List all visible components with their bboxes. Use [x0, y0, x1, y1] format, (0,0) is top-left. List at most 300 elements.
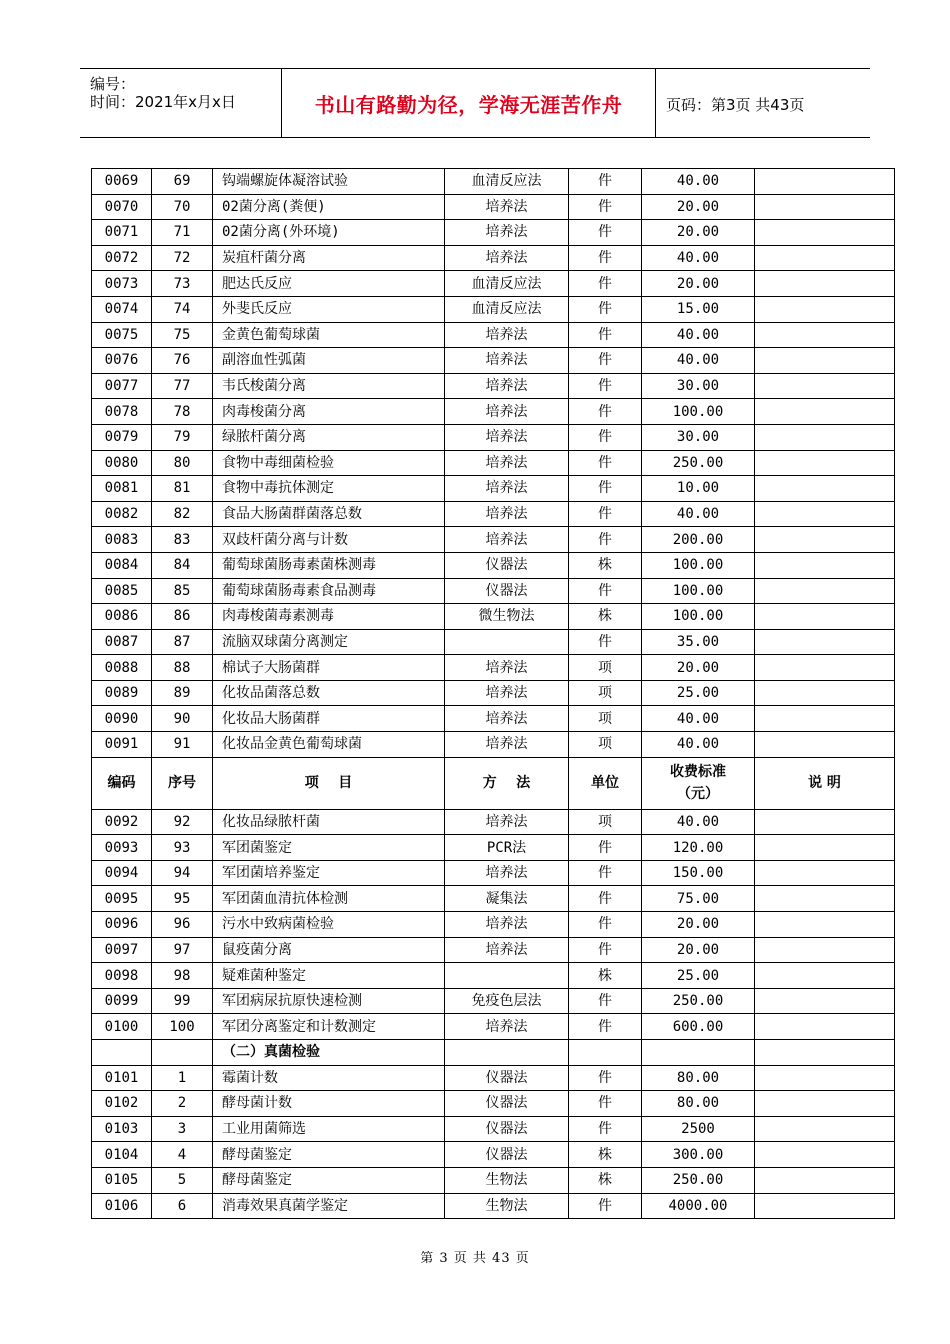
- cell-note: [755, 552, 895, 578]
- col-header-item: 项 目: [213, 757, 445, 809]
- cell-method: 培养法: [445, 245, 569, 271]
- table-row: [92, 501, 895, 527]
- cell-item: 金黄色葡萄球菌: [213, 322, 445, 348]
- cell-method: 仪器法: [445, 578, 569, 604]
- table-row: [92, 988, 895, 1014]
- table-row: [92, 937, 895, 963]
- cell-fee: 40.00: [642, 322, 755, 348]
- cell-note: [755, 450, 895, 476]
- cell-unit: 件: [569, 629, 642, 655]
- cell-method: 培养法: [445, 1014, 569, 1040]
- cell-code: 0102: [92, 1091, 152, 1117]
- cell-code: 0099: [92, 988, 152, 1014]
- table-body-top: [92, 169, 895, 758]
- table-row: [92, 1091, 895, 1117]
- col-header-note: 说 明: [755, 757, 895, 809]
- cell-item: 酵母菌计数: [213, 1091, 445, 1117]
- cell-method: 培养法: [445, 937, 569, 963]
- cell-item: 棉试子大肠菌群: [213, 655, 445, 681]
- table-row: [92, 809, 895, 835]
- table-row: [92, 450, 895, 476]
- cell-unit: 株: [569, 604, 642, 630]
- cell-item: 食品大肠菌群菌落总数: [213, 501, 445, 527]
- cell-unit: 件: [569, 373, 642, 399]
- cell-item: 食物中毒抗体测定: [213, 476, 445, 502]
- cell-note: [755, 578, 895, 604]
- cell-item: 酵母菌鉴定: [213, 1167, 445, 1193]
- cell-note: [755, 501, 895, 527]
- table-row: [92, 322, 895, 348]
- cell-unit: 项: [569, 706, 642, 732]
- cell-code: 0078: [92, 399, 152, 425]
- cell-unit: 件: [569, 860, 642, 886]
- cell-seq: 83: [152, 527, 213, 553]
- cell-unit: 件: [569, 578, 642, 604]
- cell-fee: 300.00: [642, 1142, 755, 1168]
- cell-method: 培养法: [445, 680, 569, 706]
- cell-note: [755, 476, 895, 502]
- cell-fee: 75.00: [642, 886, 755, 912]
- cell-unit: 件: [569, 501, 642, 527]
- cell-seq: 79: [152, 424, 213, 450]
- cell-item: 葡萄球菌肠毒素食品测毒: [213, 578, 445, 604]
- cell-item: 02菌分离(外环境): [213, 220, 445, 246]
- table-row: [92, 220, 895, 246]
- table-row: [92, 271, 895, 297]
- table-row: [92, 1142, 895, 1168]
- page-footer: 第 3 页 共 43 页: [420, 1251, 530, 1266]
- cell-method: 培养法: [445, 220, 569, 246]
- cell-fee: 25.00: [642, 680, 755, 706]
- cell-note: [755, 1142, 895, 1168]
- cell-code: 0069: [92, 169, 152, 195]
- cell-code: 0075: [92, 322, 152, 348]
- cell-code: 0095: [92, 886, 152, 912]
- cell-method: [445, 963, 569, 989]
- cell-method: 凝集法: [445, 886, 569, 912]
- cell-code: 0092: [92, 809, 152, 835]
- cell-unit: 件: [569, 937, 642, 963]
- cell-note: [755, 937, 895, 963]
- cell-seq: 73: [152, 271, 213, 297]
- cell-fee: 600.00: [642, 1014, 755, 1040]
- table-row: [92, 680, 895, 706]
- code-label: 编号：: [90, 75, 136, 93]
- table-row: [92, 604, 895, 630]
- cell-note: [755, 604, 895, 630]
- cell-fee: 15.00: [642, 296, 755, 322]
- cell-unit: 项: [569, 680, 642, 706]
- cell-seq: 2: [152, 1091, 213, 1117]
- cell-code: 0100: [92, 1014, 152, 1040]
- cell-item: 化妆品金黄色葡萄球菌: [213, 732, 445, 758]
- cell-unit: 件: [569, 1065, 642, 1091]
- cell-fee: 80.00: [642, 1065, 755, 1091]
- cell-fee: 100.00: [642, 552, 755, 578]
- cell-note: [755, 1167, 895, 1193]
- cell-note: [755, 220, 895, 246]
- cell-fee: 80.00: [642, 1091, 755, 1117]
- cell-method: 培养法: [445, 655, 569, 681]
- cell-note: [755, 912, 895, 938]
- cell-note: [755, 194, 895, 220]
- table-row: [92, 527, 895, 553]
- cell-method: 培养法: [445, 424, 569, 450]
- cell-note: [755, 655, 895, 681]
- cell-fee: 40.00: [642, 809, 755, 835]
- cell-item: 化妆品菌落总数: [213, 680, 445, 706]
- cell-fee: 30.00: [642, 424, 755, 450]
- cell-note: [755, 1116, 895, 1142]
- cell-seq: 72: [152, 245, 213, 271]
- cell-seq: 82: [152, 501, 213, 527]
- cell-seq: 93: [152, 835, 213, 861]
- cell-note: [755, 169, 895, 195]
- cell-fee: 35.00: [642, 629, 755, 655]
- cell-fee: 250.00: [642, 1167, 755, 1193]
- cell-fee: 100.00: [642, 604, 755, 630]
- table-row: [92, 629, 895, 655]
- cell-method: 培养法: [445, 706, 569, 732]
- fee-table: [91, 168, 895, 1219]
- cell-method: 生物法: [445, 1167, 569, 1193]
- cell-note: [755, 348, 895, 374]
- table-row: [92, 424, 895, 450]
- cell-note: [755, 706, 895, 732]
- cell-unit: 件: [569, 476, 642, 502]
- cell-seq: 98: [152, 963, 213, 989]
- cell-code: 0103: [92, 1116, 152, 1142]
- cell-item: 肉毒梭菌分离: [213, 399, 445, 425]
- cell-method: 仪器法: [445, 1142, 569, 1168]
- cell-item: 双歧杆菌分离与计数: [213, 527, 445, 553]
- cell-unit: 件: [569, 988, 642, 1014]
- cell-unit: 件: [569, 271, 642, 297]
- cell-seq: 75: [152, 322, 213, 348]
- cell-note: [755, 988, 895, 1014]
- table-row: [92, 1167, 895, 1193]
- cell-code: 0091: [92, 732, 152, 758]
- cell-method: 生物法: [445, 1193, 569, 1219]
- table-row: [92, 912, 895, 938]
- cell-method: 培养法: [445, 860, 569, 886]
- cell-fee: 20.00: [642, 912, 755, 938]
- cell-method: 免疫色层法: [445, 988, 569, 1014]
- cell-seq: 77: [152, 373, 213, 399]
- col-header-code: 编码: [92, 757, 152, 809]
- cell-method: 培养法: [445, 348, 569, 374]
- cell-item: 化妆品绿脓杆菌: [213, 809, 445, 835]
- cell-seq: 6: [152, 1193, 213, 1219]
- cell-fee: 40.00: [642, 501, 755, 527]
- cell-fee: 150.00: [642, 860, 755, 886]
- table-row: [92, 1116, 895, 1142]
- table-row: [92, 732, 895, 758]
- cell-fee: 100.00: [642, 399, 755, 425]
- cell-fee: 40.00: [642, 706, 755, 732]
- table-row: [92, 399, 895, 425]
- cell-code: 0074: [92, 296, 152, 322]
- table-row: [92, 296, 895, 322]
- cell-seq: 94: [152, 860, 213, 886]
- cell-code: 0085: [92, 578, 152, 604]
- cell-note: [755, 629, 895, 655]
- cell-unit: 件: [569, 220, 642, 246]
- table-row: [92, 348, 895, 374]
- cell-note: [755, 835, 895, 861]
- cell-item: 军团菌血清抗体检测: [213, 886, 445, 912]
- cell-note: [755, 963, 895, 989]
- cell-note: [755, 245, 895, 271]
- cell-seq: 99: [152, 988, 213, 1014]
- cell-method: 培养法: [445, 322, 569, 348]
- cell-code: 0105: [92, 1167, 152, 1193]
- table-row: [92, 1014, 895, 1040]
- cell-unit: 件: [569, 912, 642, 938]
- cell-code: 0093: [92, 835, 152, 861]
- cell-note: [755, 886, 895, 912]
- cell-seq: 97: [152, 937, 213, 963]
- cell-fee: 2500: [642, 1116, 755, 1142]
- section-title: （二）真菌检验: [213, 1040, 445, 1066]
- cell-fee: 25.00: [642, 963, 755, 989]
- cell-code: 0079: [92, 424, 152, 450]
- cell-method: PCR法: [445, 835, 569, 861]
- cell-note: [755, 527, 895, 553]
- cell-item: 霉菌计数: [213, 1065, 445, 1091]
- cell-unit: 株: [569, 552, 642, 578]
- cell-unit: 件: [569, 348, 642, 374]
- cell-item: 军团病尿抗原快速检测: [213, 988, 445, 1014]
- cell-fee: 4000.00: [642, 1193, 755, 1219]
- cell-unit: 件: [569, 450, 642, 476]
- section-row: [92, 1040, 895, 1066]
- cell-code: 0087: [92, 629, 152, 655]
- cell-fee: 20.00: [642, 194, 755, 220]
- cell-fee: 250.00: [642, 450, 755, 476]
- cell-unit: 株: [569, 963, 642, 989]
- cell-code: 0080: [92, 450, 152, 476]
- col-header-unit: 单位: [569, 757, 642, 809]
- cell-seq: 88: [152, 655, 213, 681]
- cell-method: 培养法: [445, 527, 569, 553]
- cell-seq: 80: [152, 450, 213, 476]
- cell-note: [755, 809, 895, 835]
- table-row: [92, 476, 895, 502]
- cell-item: 绿脓杆菌分离: [213, 424, 445, 450]
- cell-item: 鼠疫菌分离: [213, 937, 445, 963]
- cell-note: [755, 424, 895, 450]
- cell-unit: 件: [569, 1014, 642, 1040]
- cell-method: 培养法: [445, 501, 569, 527]
- cell-fee: 100.00: [642, 578, 755, 604]
- cell-code: 0088: [92, 655, 152, 681]
- cell-seq: 100: [152, 1014, 213, 1040]
- cell-unit: 件: [569, 1091, 642, 1117]
- header-meta: [80, 69, 282, 137]
- cell-item: 化妆品大肠菌群: [213, 706, 445, 732]
- cell-seq: 89: [152, 680, 213, 706]
- cell-seq: 71: [152, 220, 213, 246]
- cell-item: 肥达氏反应: [213, 271, 445, 297]
- cell-seq: 96: [152, 912, 213, 938]
- cell-seq: 92: [152, 809, 213, 835]
- table-row: [92, 245, 895, 271]
- cell-seq: 1: [152, 1065, 213, 1091]
- cell-unit: 件: [569, 527, 642, 553]
- cell-unit: 株: [569, 1142, 642, 1168]
- cell-method: 培养法: [445, 476, 569, 502]
- cell-item: 疑难菌种鉴定: [213, 963, 445, 989]
- cell-method: 仪器法: [445, 1065, 569, 1091]
- cell-note: [755, 1014, 895, 1040]
- cell-unit: 件: [569, 245, 642, 271]
- cell-unit: 件: [569, 424, 642, 450]
- cell-item: 肉毒梭菌毒素测毒: [213, 604, 445, 630]
- cell-code: 0097: [92, 937, 152, 963]
- cell-seq: 3: [152, 1116, 213, 1142]
- cell-note: [755, 1193, 895, 1219]
- cell-note: [755, 296, 895, 322]
- cell-seq: 87: [152, 629, 213, 655]
- cell-unit: 件: [569, 399, 642, 425]
- cell-seq: 84: [152, 552, 213, 578]
- cell-code: 0076: [92, 348, 152, 374]
- cell-unit: 株: [569, 1167, 642, 1193]
- motto-text: 书山有路勤为径，学海无涯苦作舟: [314, 92, 623, 117]
- cell-fee: 250.00: [642, 988, 755, 1014]
- time-label: 时间：2021年x月x日: [90, 93, 236, 111]
- cell-unit: 项: [569, 732, 642, 758]
- cell-code: 0077: [92, 373, 152, 399]
- cell-fee: 20.00: [642, 271, 755, 297]
- col-header-fee: 收费标准（元）: [642, 757, 755, 809]
- col-header-seq: 序号: [152, 757, 213, 809]
- cell-item: 军团分离鉴定和计数测定: [213, 1014, 445, 1040]
- table-row: [92, 860, 895, 886]
- cell-method: 培养法: [445, 399, 569, 425]
- cell-seq: 90: [152, 706, 213, 732]
- cell-item: 流脑双球菌分离测定: [213, 629, 445, 655]
- cell-seq: 69: [152, 169, 213, 195]
- cell-item: 炭疽杆菌分离: [213, 245, 445, 271]
- cell-item: 韦氏梭菌分离: [213, 373, 445, 399]
- cell-item: 军团菌培养鉴定: [213, 860, 445, 886]
- cell-method: 微生物法: [445, 604, 569, 630]
- cell-method: 仪器法: [445, 1091, 569, 1117]
- cell-fee: 120.00: [642, 835, 755, 861]
- cell-seq: 4: [152, 1142, 213, 1168]
- cell-seq: 86: [152, 604, 213, 630]
- cell-code: 0090: [92, 706, 152, 732]
- cell-unit: 件: [569, 835, 642, 861]
- table-row: [92, 1065, 895, 1091]
- table-row: [92, 1193, 895, 1219]
- cell-seq: 76: [152, 348, 213, 374]
- header-page: [656, 69, 870, 137]
- cell-fee: 40.00: [642, 169, 755, 195]
- cell-note: [755, 322, 895, 348]
- cell-code: 0070: [92, 194, 152, 220]
- cell-note: [755, 373, 895, 399]
- cell-seq: 91: [152, 732, 213, 758]
- table-row: [92, 194, 895, 220]
- table-row: [92, 655, 895, 681]
- cell-item: 工业用菌筛选: [213, 1116, 445, 1142]
- cell-fee: 40.00: [642, 348, 755, 374]
- table-row: [92, 963, 895, 989]
- cell-item: 食物中毒细菌检验: [213, 450, 445, 476]
- cell-unit: 件: [569, 296, 642, 322]
- cell-unit: 件: [569, 194, 642, 220]
- cell-method: 仪器法: [445, 1116, 569, 1142]
- cell-code: 0101: [92, 1065, 152, 1091]
- cell-item: 02菌分离(粪便): [213, 194, 445, 220]
- cell-unit: 件: [569, 1193, 642, 1219]
- cell-unit: 项: [569, 655, 642, 681]
- cell-code: 0071: [92, 220, 152, 246]
- cell-method: 培养法: [445, 912, 569, 938]
- table-row: [92, 169, 895, 195]
- cell-method: 培养法: [445, 732, 569, 758]
- cell-fee: 20.00: [642, 937, 755, 963]
- cell-item: 葡萄球菌肠毒素菌株测毒: [213, 552, 445, 578]
- cell-code: 0084: [92, 552, 152, 578]
- cell-note: [755, 860, 895, 886]
- cell-seq: 81: [152, 476, 213, 502]
- cell-item: 外斐氏反应: [213, 296, 445, 322]
- cell-fee: 30.00: [642, 373, 755, 399]
- cell-unit: 项: [569, 809, 642, 835]
- cell-method: 培养法: [445, 373, 569, 399]
- cell-seq: 78: [152, 399, 213, 425]
- table-body-fungi: [92, 1065, 895, 1219]
- table-row: [92, 552, 895, 578]
- cell-fee: 200.00: [642, 527, 755, 553]
- cell-item: 污水中致病菌检验: [213, 912, 445, 938]
- cell-method: 培养法: [445, 450, 569, 476]
- cell-code: 0106: [92, 1193, 152, 1219]
- cell-seq: 85: [152, 578, 213, 604]
- cell-code: 0104: [92, 1142, 152, 1168]
- cell-unit: 件: [569, 886, 642, 912]
- cell-code: 0089: [92, 680, 152, 706]
- cell-code: 0082: [92, 501, 152, 527]
- table-row: [92, 706, 895, 732]
- cell-code: 0081: [92, 476, 152, 502]
- cell-note: [755, 399, 895, 425]
- cell-unit: 件: [569, 169, 642, 195]
- cell-code: 0086: [92, 604, 152, 630]
- cell-method: 血清反应法: [445, 271, 569, 297]
- cell-fee: 20.00: [642, 220, 755, 246]
- cell-item: 消毒效果真菌学鉴定: [213, 1193, 445, 1219]
- cell-note: [755, 1065, 895, 1091]
- table-row: [92, 578, 895, 604]
- cell-fee: 40.00: [642, 245, 755, 271]
- cell-note: [755, 680, 895, 706]
- cell-code: 0096: [92, 912, 152, 938]
- header-motto: [282, 69, 656, 137]
- cell-seq: 5: [152, 1167, 213, 1193]
- cell-code: 0072: [92, 245, 152, 271]
- col-header-method: 方 法: [445, 757, 569, 809]
- cell-seq: 74: [152, 296, 213, 322]
- table-header: [92, 757, 895, 809]
- cell-note: [755, 1091, 895, 1117]
- cell-method: [445, 629, 569, 655]
- cell-item: 副溶血性弧菌: [213, 348, 445, 374]
